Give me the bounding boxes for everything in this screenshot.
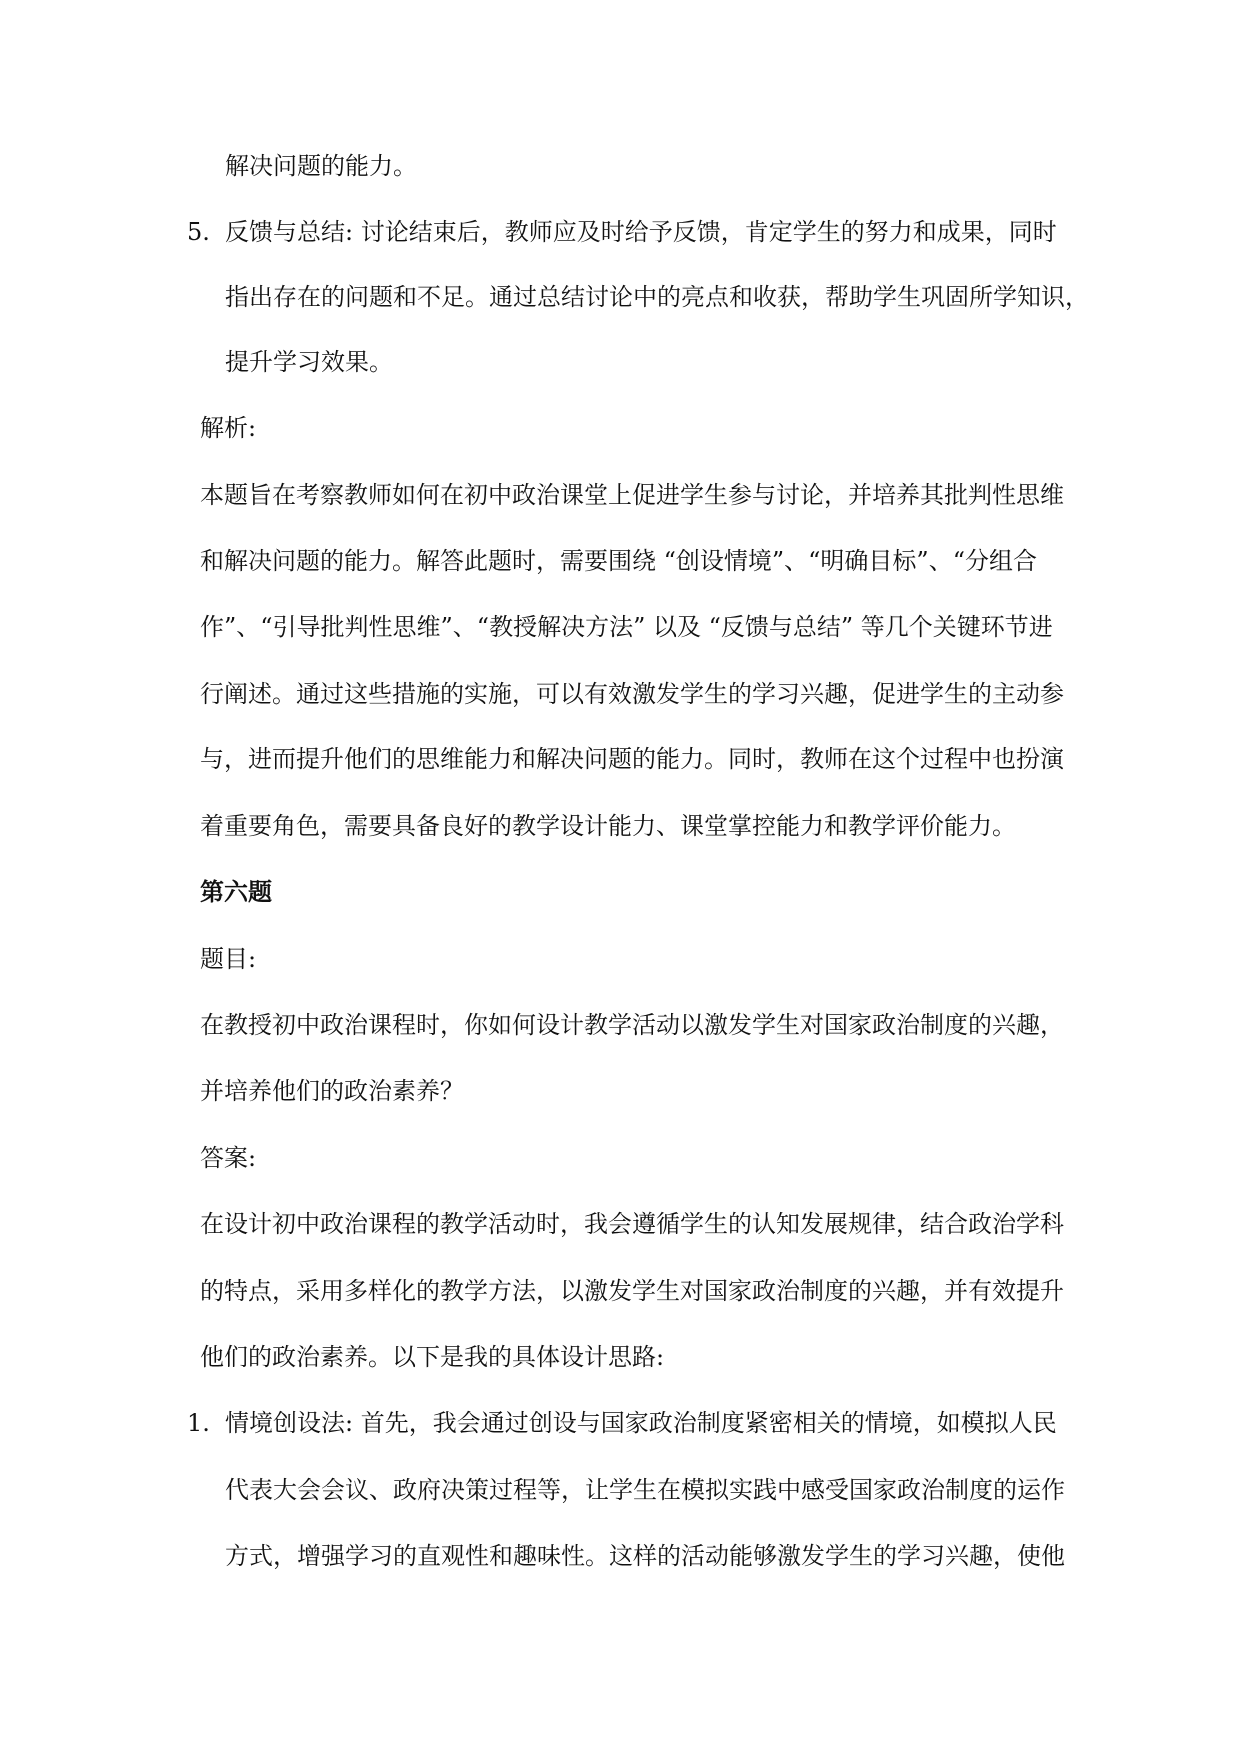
text-line-9: 行阐述。通过这些措施的实施，可以有效激发学生的学习兴趣，促进学生的主动参	[200, 680, 1064, 708]
text-line-19: 他们的政治素养。以下是我的具体设计思路:	[200, 1343, 665, 1371]
text-line-2: 反馈与总结: 讨论结束后，教师应及时给予反馈，肯定学生的努力和成果，同时	[225, 218, 1057, 246]
text-line-3: 指出存在的问题和不足。通过总结讨论中的亮点和收获，帮助学生巩固所学知识，	[225, 283, 1089, 311]
text-line-15: 并培养他们的政治素养？	[200, 1077, 464, 1105]
answer-label: 答案:	[200, 1144, 257, 1172]
text-line-1: 解决问题的能力。	[225, 152, 417, 180]
question-label: 题目:	[200, 945, 257, 973]
text-line-22: 方式，增强学习的直观性和趣味性。这样的活动能够激发学生的学习兴趣，使他	[225, 1542, 1065, 1570]
analysis-heading: 解析:	[200, 414, 257, 442]
text-line-17: 在设计初中政治课程的教学活动时，我会遵循学生的认知发展规律，结合政治学科	[200, 1210, 1064, 1238]
text-line-20: 情境创设法: 首先，我会通过创设与国家政治制度紧密相关的情境，如模拟人民	[225, 1409, 1057, 1437]
text-line-11: 着重要角色，需要具备良好的教学设计能力、课堂掌控能力和教学评价能力。	[200, 812, 1016, 840]
section-title-question-6: 第六题	[200, 877, 272, 906]
list-number-1: 1.	[187, 1409, 210, 1437]
text-line-7: 和解决问题的能力。解答此题时，需要围绕 “创设情境”、“明确目标”、“分组合	[200, 547, 1037, 575]
text-line-4: 提升学习效果。	[225, 348, 393, 376]
text-line-14: 在教授初中政治课程时，你如何设计教学活动以激发学生对国家政治制度的兴趣，	[200, 1011, 1064, 1039]
text-line-10: 与，进而提升他们的思维能力和解决问题的能力。同时，教师在这个过程中也扮演	[200, 745, 1064, 773]
text-line-21: 代表大会会议、政府决策过程等，让学生在模拟实践中感受国家政治制度的运作	[225, 1476, 1065, 1504]
text-line-8: 作”、“引导批判性思维”、“教授解决方法” 以及 “反馈与总结” 等几个关键环节进	[200, 613, 1053, 641]
text-line-18: 的特点，采用多样化的教学方法，以激发学生对国家政治制度的兴趣，并有效提升	[200, 1277, 1064, 1305]
text-line-6: 本题旨在考察教师如何在初中政治课堂上促进学生参与讨论，并培养其批判性思维	[200, 481, 1064, 509]
list-number-5: 5.	[187, 218, 210, 246]
